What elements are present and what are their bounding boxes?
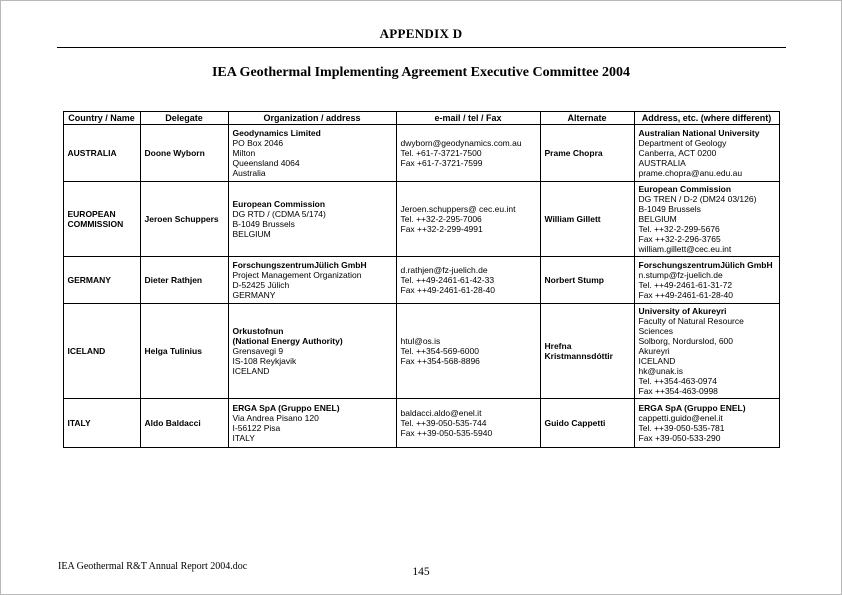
address-cell bbox=[634, 125, 779, 182]
cell-line-bold: ERGA SpA (Gruppo ENEL) bbox=[638, 403, 746, 413]
cell-line-bold: (National Energy Authority) bbox=[232, 336, 343, 346]
cell-line: Fax +61-7-3721-7599 bbox=[400, 158, 483, 168]
cell-line-bold: ITALY bbox=[67, 418, 91, 428]
alternate-cell bbox=[540, 182, 634, 257]
cell-line: Queensland 4064 bbox=[232, 158, 300, 168]
cell-line: Tel. ++39-050-535-781 bbox=[638, 423, 725, 433]
cell-line: prame.chopra@anu.edu.au bbox=[638, 168, 743, 178]
cell-line: Fax ++39-050-535-5940 bbox=[400, 428, 493, 438]
cell-line: Tel. +61-7-3721-7500 bbox=[400, 148, 482, 158]
cell-line: B-1049 Brussels bbox=[232, 219, 295, 229]
cell-line: DG TREN / D-2 (DM24 03/126) bbox=[638, 194, 757, 204]
address-cell bbox=[634, 182, 779, 257]
cell-line-bold: AUSTRALIA bbox=[67, 148, 117, 158]
cell-line-bold: Orkustofnun bbox=[232, 326, 284, 336]
cell-line-bold: European Commission bbox=[638, 184, 732, 194]
cell-line: ICELAND bbox=[638, 356, 676, 366]
alternate-cell bbox=[540, 304, 634, 399]
cell-line: B-1049 Brussels bbox=[638, 204, 701, 214]
cell-line-bold: University of Akureyri bbox=[638, 306, 727, 316]
cell-line: n.stump@fz-juelich.de bbox=[638, 270, 723, 280]
committee-table bbox=[63, 111, 780, 448]
country-cell bbox=[63, 304, 140, 399]
delegate-cell bbox=[140, 399, 228, 448]
cell-line: htul@os.is bbox=[400, 336, 441, 346]
cell-line: BELGIUM bbox=[638, 214, 677, 224]
cell-line: Milton bbox=[232, 148, 256, 158]
table-body bbox=[63, 125, 779, 448]
alternate-cell bbox=[540, 399, 634, 448]
delegate-cell bbox=[140, 125, 228, 182]
organization-cell bbox=[228, 182, 396, 257]
country-cell bbox=[63, 125, 140, 182]
cell-line-bold: Prame Chopra bbox=[544, 148, 603, 158]
contact-cell bbox=[396, 399, 540, 448]
cell-line-bold: Dieter Rathjen bbox=[144, 275, 203, 285]
table-header-row bbox=[63, 112, 779, 125]
cell-line-bold: Doone Wyborn bbox=[144, 148, 205, 158]
appendix-heading: APPENDIX D bbox=[379, 26, 463, 41]
address-cell bbox=[634, 304, 779, 399]
table-row bbox=[63, 125, 779, 182]
organization-cell bbox=[228, 399, 396, 448]
cell-line: Tel. ++354-463-0974 bbox=[638, 376, 717, 386]
delegate-cell bbox=[140, 182, 228, 257]
delegate-cell bbox=[140, 257, 228, 304]
cell-line: baldacci.aldo@enel.it bbox=[400, 408, 482, 418]
cell-line: Fax ++354-568-8896 bbox=[400, 356, 480, 366]
country-cell bbox=[63, 399, 140, 448]
column-header: Alternate bbox=[540, 112, 634, 125]
alternate-cell bbox=[540, 257, 634, 304]
cell-line: DG RTD / (CDMA 5/174) bbox=[232, 209, 326, 219]
cell-line-bold: Guido Cappetti bbox=[544, 418, 606, 428]
address-cell bbox=[634, 399, 779, 448]
cell-line-bold: Jeroen Schuppers bbox=[144, 214, 219, 224]
cell-line: Tel. ++32-2-295-7006 bbox=[400, 214, 482, 224]
column-header: Delegate bbox=[140, 112, 228, 125]
cell-line: Solborg, Nordurslod, 600 bbox=[638, 336, 734, 346]
footer-filename: IEA Geothermal R&T Annual Report 2004.doc bbox=[58, 561, 248, 572]
cell-line: GERMANY bbox=[232, 290, 276, 300]
heading-rule bbox=[57, 47, 786, 48]
cell-line: ICELAND bbox=[232, 366, 270, 376]
cell-line: Akureyri bbox=[638, 346, 670, 356]
table-row bbox=[63, 182, 779, 257]
delegate-cell bbox=[140, 304, 228, 399]
cell-line: Canberra, ACT 0200 bbox=[638, 148, 717, 158]
cell-line-bold: Norbert Stump bbox=[544, 275, 604, 285]
country-cell bbox=[63, 257, 140, 304]
cell-line: Department of Geology bbox=[638, 138, 727, 148]
cell-line: Via Andrea Pisano 120 bbox=[232, 413, 319, 423]
cell-line: ITALY bbox=[232, 433, 255, 443]
cell-line: Jeroen.schuppers@ cec.eu.int bbox=[400, 204, 516, 214]
cell-line: hk@unak.is bbox=[638, 366, 684, 376]
contact-cell bbox=[396, 182, 540, 257]
cell-line: Tel. ++354-569-6000 bbox=[400, 346, 479, 356]
cell-line: Tel. ++49-2461-61-42-33 bbox=[400, 275, 495, 285]
column-header: Organization / address bbox=[228, 112, 396, 125]
cell-line-bold: William Gillett bbox=[544, 214, 601, 224]
country-cell bbox=[63, 182, 140, 257]
cell-line: PO Box 2046 bbox=[232, 138, 284, 148]
contact-cell bbox=[396, 257, 540, 304]
table-row bbox=[63, 304, 779, 399]
cell-line: Fax +39-050-533-290 bbox=[638, 433, 721, 443]
cell-line-bold: Australian National University bbox=[638, 128, 760, 138]
cell-line: Tel. ++39-050-535-744 bbox=[400, 418, 487, 428]
cell-line: Tel. ++49-2461-61-31-72 bbox=[638, 280, 733, 290]
organization-cell bbox=[228, 257, 396, 304]
cell-line: AUSTRALIA bbox=[638, 158, 686, 168]
organization-cell bbox=[228, 125, 396, 182]
cell-line: BELGIUM bbox=[232, 229, 271, 239]
cell-line: I-56122 Pisa bbox=[232, 423, 281, 433]
cell-line-bold: Hrefna Kristmannsdóttir bbox=[544, 341, 613, 361]
cell-line: cappetti.guido@enel.it bbox=[638, 413, 723, 423]
column-header: Address, etc. (where different) bbox=[634, 112, 779, 125]
cell-line-bold: Geodynamics Limited bbox=[232, 128, 321, 138]
cell-line: Fax ++49-2461-61-28-40 bbox=[638, 290, 734, 300]
alternate-cell bbox=[540, 125, 634, 182]
cell-line: dwyborn@geodynamics.com.au bbox=[400, 138, 522, 148]
cell-line: Fax ++354-463-0998 bbox=[638, 386, 718, 396]
cell-line-bold: Helga Tulinius bbox=[144, 346, 202, 356]
column-header: e-mail / tel / Fax bbox=[396, 112, 540, 125]
page-number: 145 bbox=[412, 566, 430, 578]
cell-line: Fax ++49-2461-61-28-40 bbox=[400, 285, 496, 295]
cell-line-bold: GERMANY bbox=[67, 275, 111, 285]
cell-line-bold: European Commission bbox=[232, 199, 326, 209]
contact-cell bbox=[396, 304, 540, 399]
cell-line-bold: EUROPEAN COMMISSION bbox=[67, 209, 124, 229]
cell-line: Australia bbox=[232, 168, 266, 178]
address-cell bbox=[634, 257, 779, 304]
cell-line-bold: ICELAND bbox=[67, 346, 106, 356]
cell-line-bold: ERGA SpA (Gruppo ENEL) bbox=[232, 403, 340, 413]
cell-line-bold: Aldo Baldacci bbox=[144, 418, 201, 428]
organization-cell bbox=[228, 304, 396, 399]
cell-line: D-52425 Jülich bbox=[232, 280, 290, 290]
cell-line: william.gillett@cec.eu.int bbox=[638, 244, 732, 254]
cell-line: d.rathjen@fz-juelich.de bbox=[400, 265, 488, 275]
cell-line-bold: ForschungszentrumJülich GmbH bbox=[638, 260, 773, 270]
cell-line: Project Management Organization bbox=[232, 270, 362, 280]
document-title: IEA Geothermal Implementing Agreement Executive Committee 2004 bbox=[211, 65, 631, 80]
cell-line: IS-108 Reykjavik bbox=[232, 356, 297, 366]
cell-line: Faculty of Natural Resource Sciences bbox=[638, 316, 744, 336]
cell-line: Fax ++32-2-299-4991 bbox=[400, 224, 483, 234]
column-header: Country / Name bbox=[63, 112, 140, 125]
table-row bbox=[63, 257, 779, 304]
cell-line: Grensavegi 9 bbox=[232, 346, 284, 356]
table-row bbox=[63, 399, 779, 448]
cell-line: Fax ++32-2-296-3765 bbox=[638, 234, 721, 244]
cell-line-bold: ForschungszentrumJülich GmbH bbox=[232, 260, 367, 270]
contact-cell bbox=[396, 125, 540, 182]
cell-line: Tel. ++32-2-299-5676 bbox=[638, 224, 720, 234]
